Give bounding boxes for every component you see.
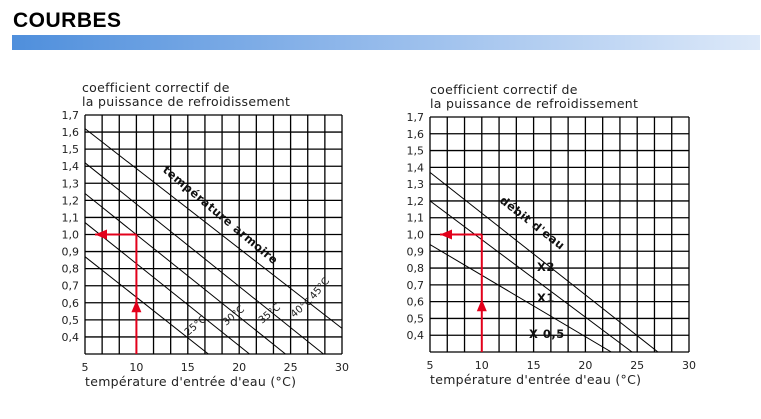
y-tick-label: 0,9 (61, 245, 79, 259)
curve-group-label: débit d'eau (497, 193, 568, 253)
y-tick-label: 0,8 (406, 262, 424, 276)
y-tick-label: 0,5 (406, 312, 424, 326)
x-axis-label: température d'entrée d'eau (°C) (430, 372, 642, 387)
y-tick-label: 0,8 (61, 262, 79, 276)
y-tick-label: 1,5 (61, 143, 79, 157)
y-tick-label: 1,1 (406, 211, 424, 225)
y-tick-label: 1,2 (406, 194, 424, 208)
x-tick-label: 15 (180, 361, 195, 374)
y-tick-label: 0,7 (406, 278, 424, 292)
example-arrow-left (95, 230, 107, 240)
x-tick-label: 25 (283, 361, 298, 374)
series-label: X 0,5 (529, 327, 565, 341)
y-tick-label: 1,3 (61, 177, 79, 191)
y-tick-label: 1,4 (61, 160, 79, 174)
y-tick-label: 0,5 (61, 313, 79, 327)
y-tick-label: 1,0 (406, 228, 424, 242)
series-line (85, 223, 249, 354)
series-label: X2 (537, 260, 555, 274)
chart-title-line: coefficient correctif de (82, 80, 230, 95)
x-axis-label: température d'entrée d'eau (°C) (85, 374, 297, 389)
y-tick-label: 1,5 (406, 144, 424, 158)
example-arrow-up (131, 300, 141, 312)
series-line (430, 245, 611, 352)
y-tick-label: 1,7 (406, 111, 424, 124)
y-tick-label: 0,6 (406, 295, 424, 309)
y-tick-label: 1,7 (61, 109, 79, 122)
y-tick-label: 0,6 (61, 296, 79, 310)
x-tick-label: 30 (682, 359, 696, 372)
chart-title-line: coefficient correctif de (430, 82, 578, 97)
y-tick-label: 1,4 (406, 161, 424, 175)
x-tick-label: 30 (335, 361, 349, 374)
y-tick-label: 0,7 (61, 279, 79, 293)
series-label: 25°C (182, 313, 209, 339)
chart-title-line: la puissance de refroidissement (430, 96, 639, 111)
y-tick-label: 0,4 (406, 329, 424, 343)
series-label: 45°C (307, 275, 333, 302)
y-tick-label: 1,1 (61, 211, 79, 225)
y-tick-label: 0,4 (61, 330, 79, 344)
chart-title-line: la puissance de refroidissement (82, 94, 291, 109)
series-label: 30°C (220, 303, 247, 329)
x-tick-label: 20 (578, 359, 593, 372)
series-label: 40°C (288, 295, 315, 321)
x-tick-label: 25 (630, 359, 645, 372)
y-tick-label: 0,9 (406, 245, 424, 259)
example-arrow-left (440, 230, 452, 240)
chart-armoire (62, 80, 350, 389)
x-tick-label: 5 (426, 359, 434, 372)
y-tick-label: 1,0 (61, 228, 79, 242)
x-tick-label: 15 (526, 359, 541, 372)
x-tick-label: 20 (232, 361, 247, 374)
page-title: COURBES (13, 9, 122, 32)
series-line (85, 129, 342, 329)
y-tick-label: 1,3 (406, 178, 424, 192)
series-label: 35°C (256, 301, 283, 327)
y-tick-label: 1,6 (406, 127, 424, 141)
chart-debit (407, 82, 697, 387)
y-tick-label: 1,2 (61, 194, 79, 208)
series-label: X1 (537, 291, 555, 305)
x-tick-label: 10 (474, 359, 489, 372)
y-tick-label: 1,6 (61, 126, 79, 140)
x-tick-label: 5 (81, 361, 89, 374)
curve-group-label: température armoire (160, 162, 282, 268)
x-tick-label: 10 (129, 361, 144, 374)
